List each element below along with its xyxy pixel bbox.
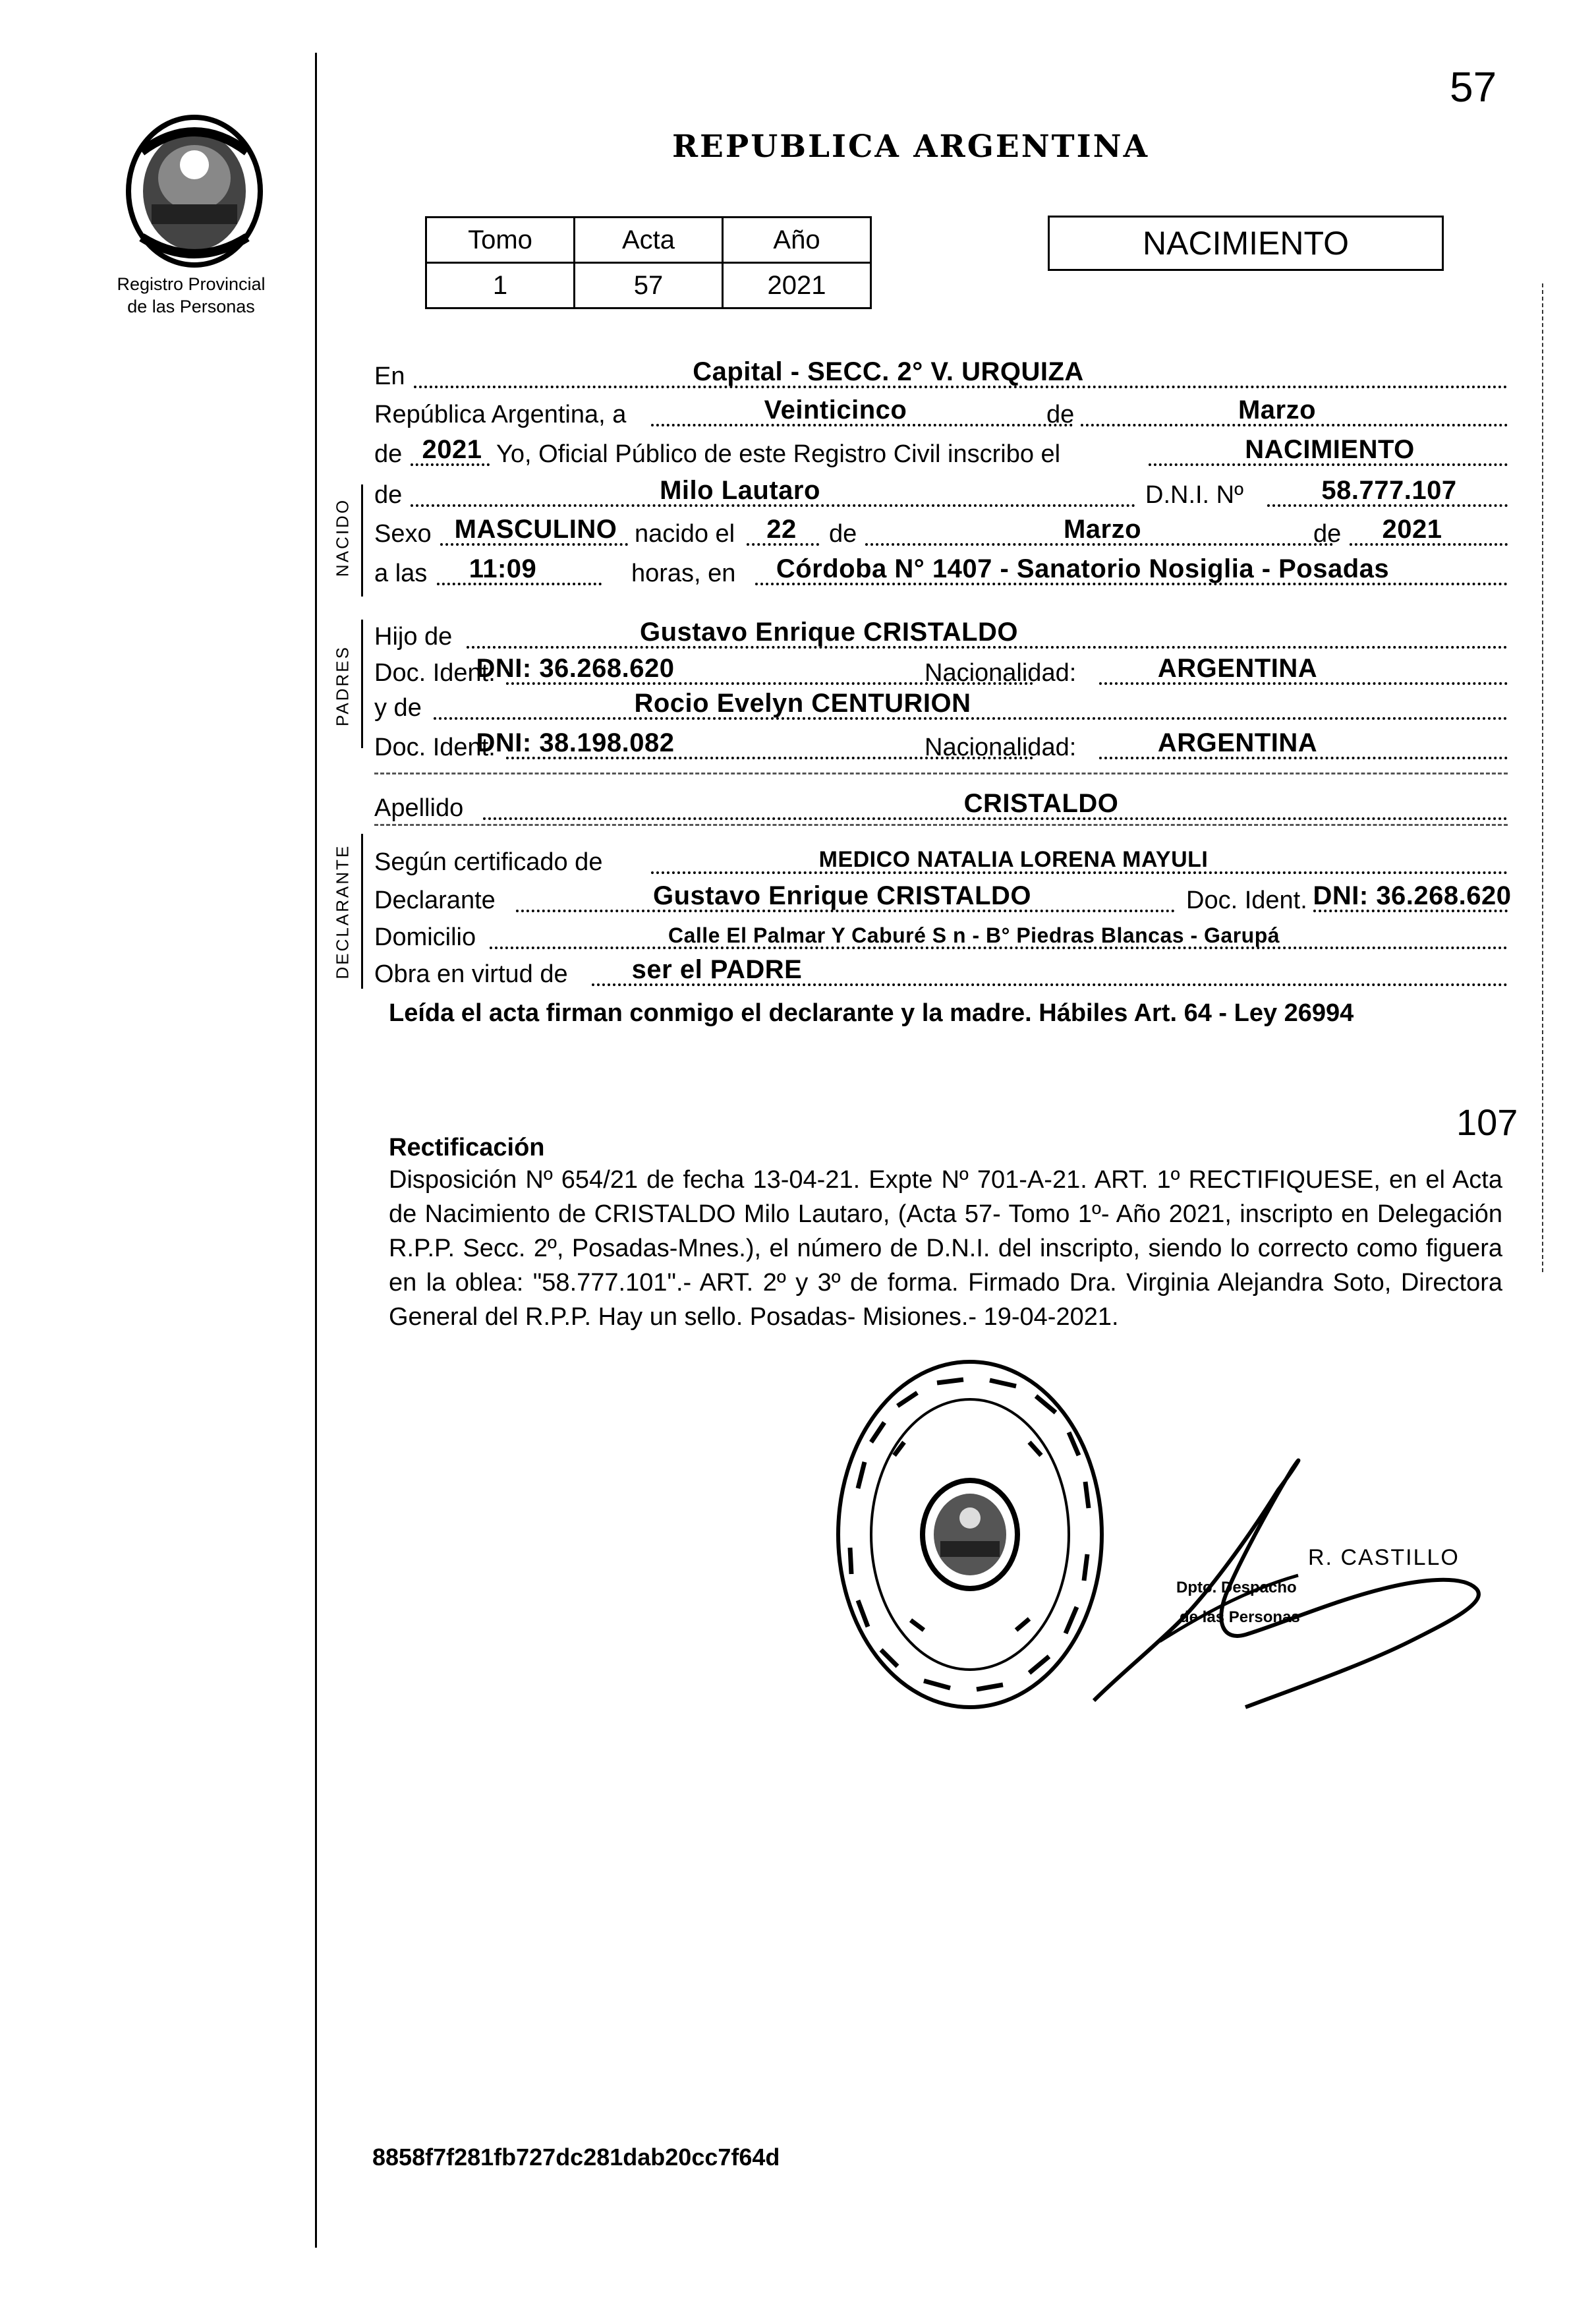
inscribe-anio: 2021 (422, 435, 482, 464)
row-fecha (374, 397, 1508, 434)
row-apellido (374, 791, 1508, 828)
hora-value: 11:09 (469, 554, 537, 583)
padre-value: Gustavo Enrique CRISTALDO (639, 618, 1019, 647)
signer-name: R. CASTILLO (1308, 1545, 1460, 1570)
separator-1 (374, 773, 1508, 774)
madre-label: y de (374, 694, 422, 722)
domicilio-value: Calle El Palmar Y Caburé S n - B° Piedras Blancas - Garupá (668, 923, 1280, 947)
row-domicilio (374, 920, 1508, 957)
nacido-dia: 22 (766, 515, 797, 544)
country-title: REPUBLICA ARGENTINA (672, 129, 1150, 165)
row-padre-doc (374, 656, 1508, 693)
nombre-de-label: de (374, 481, 403, 509)
apellido-label: Apellido (374, 794, 464, 822)
fecha-de-label: de (1046, 401, 1075, 428)
dni-value: 58.777.107 (1321, 476, 1457, 505)
fecha-mes: Marzo (1238, 395, 1317, 424)
row-inscribe (374, 437, 1508, 474)
certificado-label: Según certificado de (374, 848, 603, 876)
hora-lugar: Córdoba N° 1407 - Sanatorio Nosiglia - Posadas (776, 554, 1390, 583)
declarante-value: Gustavo Enrique CRISTALDO (652, 881, 1032, 910)
rectificacion-title: Rectificación (389, 1134, 545, 1161)
padre-label: Hijo de (374, 623, 453, 651)
rectificacion-body: Disposición Nº 654/21 de fecha 13-04-21. Expte Nº 701-A-21. ART. 1º RECTIFIQUESE, en el Acta de Nacimiento de CRISTALDO Milo Lautaro, (Acta 57- Tomo 1º- Año 2021, inscripto en Delegación R.P.P. Secc. 2º, Posadas-Mnes.), el número de D.N.I. del inscripto, siendo lo correcto como figuera en la oblea: "58.777.101".- ART. 2º y 3º de forma. Firmado Dra. Virginia Alejandra Soto, Directora General del R.P.P. Hay un sello. Posadas- Misiones.- 19-04-2021. (389, 1166, 1502, 1331)
padre-doc-value: DNI: 36.268.620 (476, 654, 675, 683)
padre-nac-label: Nacionalidad: (925, 659, 1077, 687)
signer-org: de las Personas (1180, 1608, 1300, 1626)
nacido-de-label: de (829, 520, 857, 548)
nacido-de-label-2: de (1313, 520, 1342, 548)
row-obra (374, 957, 1508, 994)
row-madre (374, 691, 1508, 728)
nacido-mes: Marzo (1063, 515, 1142, 544)
anio-value: 2021 (723, 263, 871, 308)
padre-doc-label: Doc. Ident. (374, 659, 496, 687)
org-name-line-1: Registro Provincial (117, 274, 266, 294)
domicilio-label: Domicilio (374, 923, 476, 951)
row-nombre (374, 478, 1508, 515)
signer-role: Dpto. Despacho (1176, 1579, 1297, 1596)
declarante-bracket (361, 834, 363, 989)
anio-header: Año (723, 218, 871, 263)
tomo-value: 1 (426, 263, 575, 308)
nacido-bracket (361, 484, 363, 597)
row-madre-doc (374, 730, 1508, 767)
padre-nac-value: ARGENTINA (1157, 654, 1318, 683)
certificate-type: NACIMIENTO (1048, 216, 1444, 271)
row-hora (374, 556, 1508, 593)
fecha-label: República Argentina, a (374, 401, 627, 428)
nombre-value: Milo Lautaro (660, 476, 820, 505)
dni-label: D.N.I. Nº (1145, 481, 1243, 509)
declarante-label: Declarante (374, 887, 496, 914)
obra-value: ser el PADRE (631, 955, 803, 984)
page-number: 57 (1450, 63, 1497, 111)
official-stamp-seal (832, 1357, 1108, 1712)
madre-nac-label: Nacionalidad: (925, 734, 1077, 761)
side-label-nacido: NACIDO (332, 498, 353, 577)
madre-doc-value: DNI: 38.198.082 (476, 728, 675, 757)
org-name (92, 273, 290, 318)
acta-header: Acta (575, 218, 723, 263)
signed-note: Leída el acta firman conmigo el declarante y la madre. Hábiles Art. 64 - Ley 26994 (389, 999, 1354, 1027)
en-label: En (374, 363, 405, 390)
side-label-padres: PADRES (332, 645, 353, 726)
row-declarante (374, 881, 1512, 920)
org-name-line-2: de las Personas (127, 297, 255, 316)
row-en (374, 359, 1508, 396)
en-value: Capital - SECC. 2° V. URQUIZA (693, 357, 1084, 386)
tomo-header: Tomo (426, 218, 575, 263)
hora-label: a las (374, 560, 428, 587)
registry-table (425, 216, 872, 309)
certificado-value: MEDICO NATALIA LORENA MAYULI (818, 847, 1209, 872)
inscribe-label: Yo, Oficial Público de este Registro Civil inscribo el (496, 440, 1061, 468)
inscribe-tipo: NACIMIENTO (1245, 435, 1415, 464)
acta-value: 57 (575, 263, 723, 308)
apellido-value: CRISTALDO (963, 789, 1119, 818)
sexo-label: Sexo (374, 520, 432, 548)
separator-2 (374, 824, 1508, 826)
row-certificado (374, 845, 1508, 882)
fecha-dia: Veinticinco (764, 395, 907, 424)
madre-doc-label: Doc. Ident. (374, 734, 496, 761)
obra-label: Obra en virtud de (374, 960, 568, 988)
padres-bracket (361, 620, 363, 748)
declarante-doc-label: Doc. Ident. (1186, 887, 1307, 914)
inscribe-de-label: de (374, 440, 403, 468)
row-sexo (374, 517, 1508, 554)
sexo-value: MASCULINO (454, 515, 617, 544)
document-hash: 8858f7f281fb727dc281dab20cc7f64d (372, 2144, 780, 2171)
horas-en-label: horas, en (631, 560, 736, 587)
rectificacion-number: 107 (1456, 1101, 1518, 1143)
nacido-label: nacido el (635, 520, 735, 548)
madre-value: Rocio Evelyn CENTURION (634, 689, 971, 718)
side-label-declarante: DECLARANTE (332, 844, 353, 979)
nacido-anio: 2021 (1382, 515, 1442, 544)
declarante-doc: DNI: 36.268.620 (1313, 881, 1512, 910)
madre-nac-value: ARGENTINA (1157, 728, 1318, 757)
province-seal-logo (119, 112, 270, 270)
right-margin-line (1542, 283, 1543, 1272)
row-padre (374, 620, 1508, 657)
left-margin-line (315, 53, 317, 2248)
